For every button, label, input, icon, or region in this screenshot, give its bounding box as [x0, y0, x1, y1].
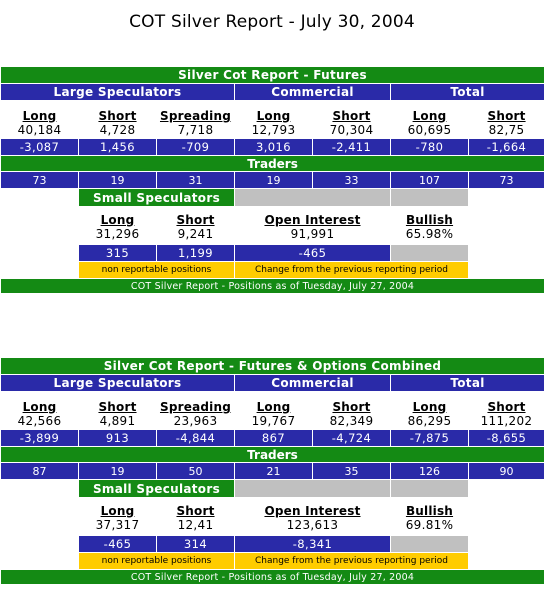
non-reportable-note: non reportable positions: [79, 262, 235, 279]
report-title: Silver Cot Report - Futures: [1, 67, 544, 84]
change-cell: 3,016: [235, 139, 313, 156]
blank-right: [469, 480, 544, 570]
gray-spacer: [391, 189, 469, 207]
position-value: 82,75: [488, 122, 525, 137]
group-commercial: Commercial: [235, 375, 391, 392]
small-long-cell: [79, 207, 157, 245]
position-value: 82,349: [329, 413, 374, 428]
position-label: Long: [256, 399, 291, 414]
traders-cell: 50: [157, 463, 235, 480]
position-label: Long: [412, 108, 447, 123]
change-cell: -8,655: [469, 430, 544, 447]
bullish-cell: [391, 207, 469, 245]
blank-left: [1, 189, 79, 279]
bullish-label: Bullish: [405, 212, 454, 227]
small-short-change: 314: [157, 536, 235, 553]
page-title: COT Silver Report - July 30, 2004: [129, 12, 415, 32]
traders-cell: 19: [235, 172, 313, 189]
position-value: 40,184: [17, 122, 62, 137]
position-cell: [391, 392, 469, 430]
position-label: Long: [256, 108, 291, 123]
open-interest-cell: [235, 207, 391, 245]
changes-row: [1, 139, 544, 156]
position-label: Short: [98, 399, 137, 414]
change-cell: 867: [235, 430, 313, 447]
change-cell: 1,456: [79, 139, 157, 156]
gray-spacer: [235, 480, 391, 498]
positions-row: [1, 101, 544, 139]
small-long-value: 37,317: [95, 517, 140, 532]
open-interest-value: 123,613: [286, 517, 339, 532]
gray-spacer: [391, 480, 469, 498]
small-speculators-heading: Small Speculators: [79, 189, 235, 207]
traders-cell: 19: [79, 463, 157, 480]
position-label: Short: [332, 399, 371, 414]
change-cell: 913: [79, 430, 157, 447]
group-total: Total: [391, 84, 544, 101]
gray-spacer: [391, 245, 469, 262]
small-long-cell: [79, 498, 157, 536]
report-table: [0, 66, 544, 294]
position-value: 111,202: [480, 413, 533, 428]
position-value: 60,695: [407, 122, 452, 137]
position-label: Short: [98, 108, 137, 123]
small-short-label: Short: [176, 503, 215, 518]
group-total: Total: [391, 375, 544, 392]
positions-row: [1, 392, 544, 430]
change-cell: -7,875: [391, 430, 469, 447]
bullish-label: Bullish: [405, 503, 454, 518]
position-value: 42,566: [17, 413, 62, 428]
small-long-label: Long: [100, 503, 135, 518]
small-short-cell: [157, 498, 235, 536]
small-long-label: Long: [100, 212, 135, 227]
position-cell: [157, 101, 235, 139]
futures-report: [0, 66, 544, 294]
position-value: 23,963: [173, 413, 218, 428]
change-note: Change from the previous reporting period: [235, 553, 469, 570]
report-footer: COT Silver Report - Positions as of Tuesday, July 27, 2004: [1, 570, 544, 585]
change-cell: -780: [391, 139, 469, 156]
position-label: Long: [22, 399, 57, 414]
position-cell: [235, 392, 313, 430]
change-cell: -3,899: [1, 430, 79, 447]
small-short-label: Short: [176, 212, 215, 227]
position-cell: [157, 392, 235, 430]
group-large-speculators: Large Speculators: [1, 84, 235, 101]
small-long-value: 31,296: [95, 226, 140, 241]
traders-cell: 35: [313, 463, 391, 480]
bullish-cell: [391, 498, 469, 536]
traders-cell: 90: [469, 463, 544, 480]
position-cell: [79, 101, 157, 139]
traders-row: [1, 463, 544, 480]
traders-cell: 19: [79, 172, 157, 189]
gray-spacer: [235, 189, 391, 207]
position-cell: [313, 392, 391, 430]
bullish-value: 65.98%: [405, 226, 454, 241]
position-cell: [79, 392, 157, 430]
report-footer: COT Silver Report - Positions as of Tuesday, July 27, 2004: [1, 279, 544, 294]
small-long-change: 315: [79, 245, 157, 262]
small-short-change: 1,199: [157, 245, 235, 262]
position-label: Spreading: [159, 108, 232, 123]
open-interest-label: Open Interest: [264, 503, 361, 518]
position-cell: [391, 101, 469, 139]
position-cell: [469, 101, 544, 139]
traders-cell: 21: [235, 463, 313, 480]
position-value: 12,793: [251, 122, 296, 137]
change-note: Change from the previous reporting period: [235, 262, 469, 279]
position-cell: [313, 101, 391, 139]
position-cell: [1, 392, 79, 430]
position-label: Short: [487, 108, 526, 123]
position-label: Spreading: [159, 399, 232, 414]
traders-heading: Traders: [1, 447, 544, 463]
position-label: Short: [332, 108, 371, 123]
change-cell: -3,087: [1, 139, 79, 156]
open-interest-change: -8,341: [235, 536, 391, 553]
traders-cell: 31: [157, 172, 235, 189]
traders-cell: 73: [1, 172, 79, 189]
small-short-value: 9,241: [177, 226, 214, 241]
change-cell: -4,724: [313, 430, 391, 447]
open-interest-change: -465: [235, 245, 391, 262]
blank-left: [1, 480, 79, 570]
change-cell: -1,664: [469, 139, 544, 156]
change-cell: -2,411: [313, 139, 391, 156]
report-table: [0, 357, 544, 585]
open-interest-label: Open Interest: [264, 212, 361, 227]
small-short-value: 12,41: [177, 517, 214, 532]
position-label: Long: [22, 108, 57, 123]
traders-row: [1, 172, 544, 189]
report-title: Silver Cot Report - Futures & Options Combined: [1, 358, 544, 375]
gray-spacer: [391, 536, 469, 553]
change-cell: -4,844: [157, 430, 235, 447]
position-cell: [469, 392, 544, 430]
change-cell: -709: [157, 139, 235, 156]
futures-options-report: [0, 357, 544, 585]
traders-cell: 73: [469, 172, 544, 189]
group-commercial: Commercial: [235, 84, 391, 101]
position-cell: [235, 101, 313, 139]
open-interest-value: 91,991: [290, 226, 335, 241]
position-value: 19,767: [251, 413, 296, 428]
group-large-speculators: Large Speculators: [1, 375, 235, 392]
small-long-change: -465: [79, 536, 157, 553]
non-reportable-note: non reportable positions: [79, 553, 235, 570]
position-label: Short: [487, 399, 526, 414]
open-interest-cell: [235, 498, 391, 536]
traders-cell: 107: [391, 172, 469, 189]
bullish-value: 69.81%: [405, 517, 454, 532]
traders-heading: Traders: [1, 156, 544, 172]
position-value: 4,891: [99, 413, 136, 428]
changes-row: [1, 430, 544, 447]
traders-cell: 87: [1, 463, 79, 480]
traders-cell: 33: [313, 172, 391, 189]
small-short-cell: [157, 207, 235, 245]
position-value: 86,295: [407, 413, 452, 428]
small-speculators-heading: Small Speculators: [79, 480, 235, 498]
position-value: 7,718: [177, 122, 214, 137]
position-value: 4,728: [99, 122, 136, 137]
blank-right: [469, 189, 544, 279]
position-value: 70,304: [329, 122, 374, 137]
position-cell: [1, 101, 79, 139]
traders-cell: 126: [391, 463, 469, 480]
position-label: Long: [412, 399, 447, 414]
